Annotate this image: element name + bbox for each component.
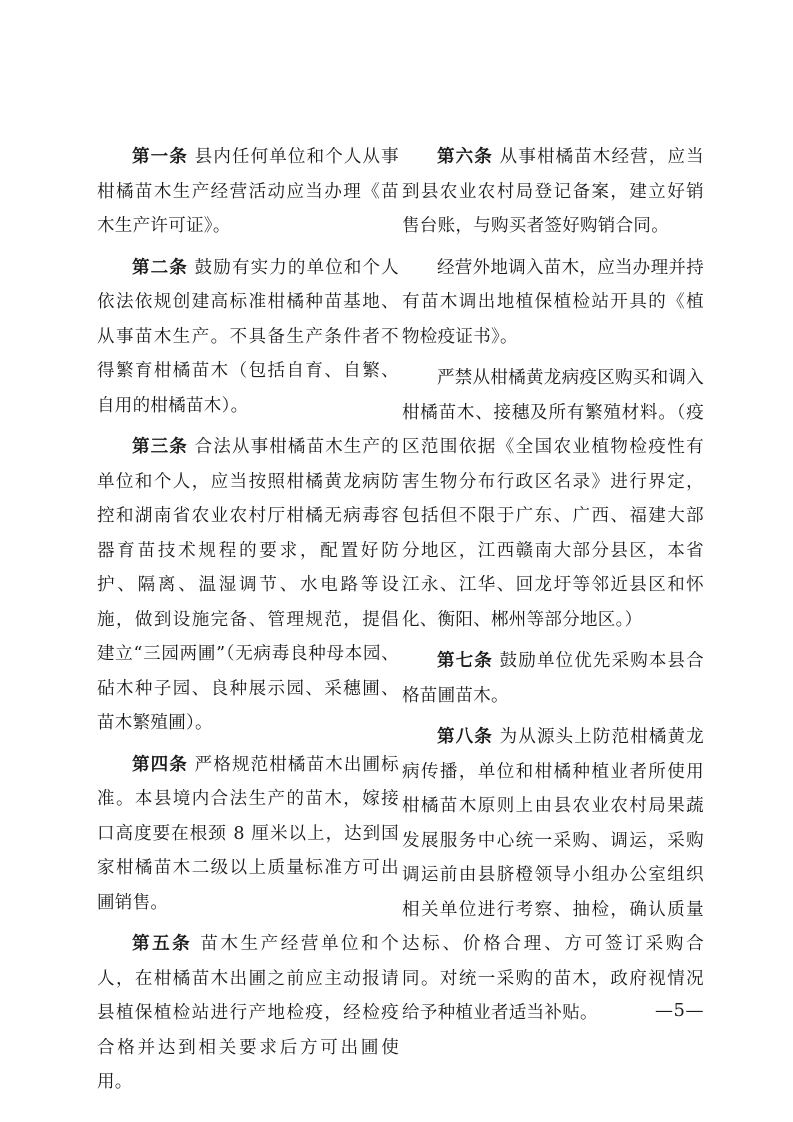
article-number: 第八条: [437, 727, 493, 747]
article-text: 为从源头上防范柑橘黄龙病传播，单位和柑橘种植业者所使用柑橘苗木原则上由县农业农村局果蔬发展服务中心统一采购、调运，采购调运前由县脐橙领导小组办公室组织相关单位进行考察、抽检，确认质量达标、价格合理、方可签订采购合同。对统一采购的苗木，政府视情况给予种植业者适当补贴。: [402, 727, 704, 1023]
continuation-paragraph: [402, 361, 704, 637]
continuation-paragraph: [402, 251, 704, 355]
article-number: 第四条: [132, 754, 188, 775]
article-paragraph: [97, 430, 399, 741]
article-paragraph: [402, 644, 704, 713]
article-number: 第七条: [437, 651, 493, 671]
article-paragraph: [97, 927, 399, 1100]
article-text: 严格规范柑橘苗木出圃标准。本县境内合法生产的苗木，嫁接口高度要在根颈 8 厘米以上，达到国家柑橘苗木二级以上质量标准方可出圃销售。: [97, 754, 399, 913]
page-number: —5—: [655, 1000, 704, 1021]
article-number: 第五条: [132, 934, 193, 954]
right-column: [402, 140, 704, 1038]
article-text: 县内任何单位和个人从事柑橘苗木生产经营活动应当办理《苗木生产许可证》。: [97, 147, 399, 236]
article-number: 第三条: [132, 437, 188, 457]
article-paragraph: [402, 720, 704, 1031]
left-column: [97, 140, 399, 1107]
article-text: 鼓励有实力的单位和个人依法依规创建高标准柑橘种苗基地、从事苗木生产。不具备生产条件者不得繁育柑橘苗木（包括自育、自繁、自用的柑橘苗木）。: [97, 257, 399, 416]
article-number: 第一条: [132, 147, 188, 167]
article-paragraph: [97, 140, 399, 244]
paragraph-text: 经营外地调入苗木，应当办理并持有苗木调出地植保植检站开具的《植物检疫证书》。: [402, 257, 704, 347]
article-number: 第六条: [437, 147, 493, 167]
article-paragraph: [97, 251, 399, 424]
paragraph-text: 严禁从柑橘黄龙病疫区购买和调入柑橘苗木、接穗及所有繁殖材料。（疫区范围依据《全国农业植物检疫性有害生物分布行政区名录》进行界定，包括但不限于广东、广西、福建大部分地区，江西赣南大部分县区，本省江永、江华、回龙圩等邻近县区和怀化、衡阳、郴州等部分地区。）: [402, 368, 704, 630]
article-text: 鼓励单位优先采购本县合格苗圃苗木。: [402, 651, 704, 706]
article-number: 第二条: [132, 257, 188, 278]
article-paragraph: [402, 140, 704, 244]
article-text: 从事柑橘苗木经营，应当到县农业农村局登记备案，建立好销售台账，与购买者签好购销合同。: [402, 147, 704, 236]
article-text: 苗木生产经营单位和个人，在柑橘苗木出圃之前应主动报请县植保植检站进行产地检疫，经检疫合格并达到相关要求后方可出圃使用。: [97, 934, 399, 1092]
article-text: 合法从事柑橘苗木生产的单位和个人，应当按照柑橘黄龙病防控和湖南省农业农村厅柑橘无病毒容器育苗技术规程的要求，配置好防护、隔离、温湿调节、水电路等设施，做到设施完备、管理规范，提倡建立“三园两圃”（无病毒良种母本园、砧木种子园、良种展示园、采穗圃、苗木繁殖圃）。: [97, 437, 399, 733]
article-paragraph: [97, 748, 399, 921]
